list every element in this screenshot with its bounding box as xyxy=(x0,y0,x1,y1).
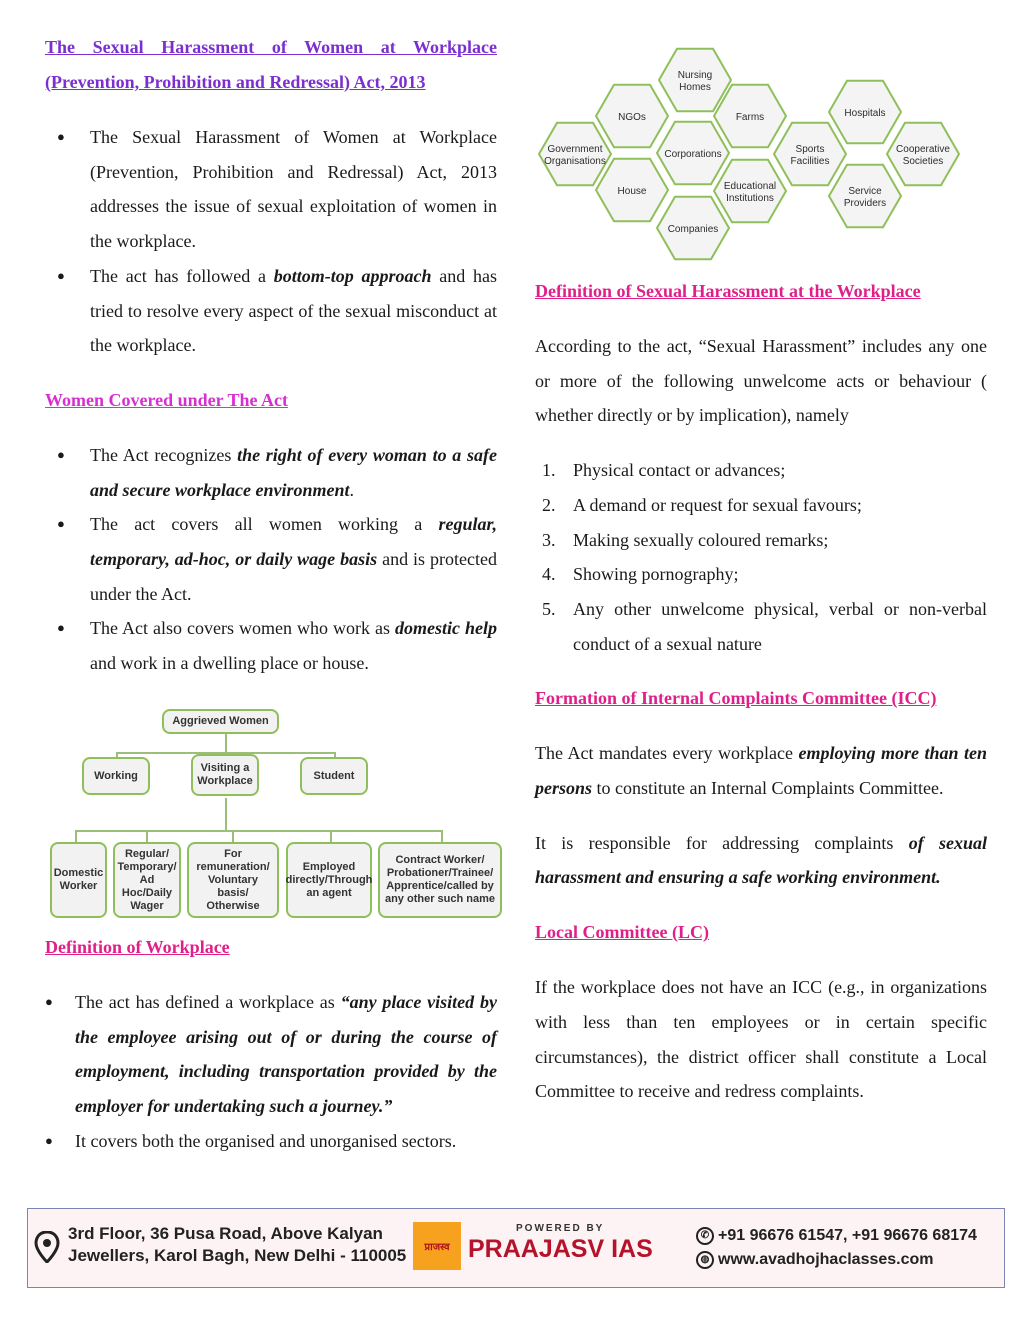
women-bullet-2: ● The act covers all women working a regular, temporary, ad-hoc, or daily wage basis and is protected under the Act. xyxy=(45,507,497,611)
hex-label-educational-institutions: Educational Institutions xyxy=(723,181,777,204)
globe-icon: ◍ xyxy=(696,1251,714,1269)
lc-paragraph: If the workplace does not have an ICC (e.g., in organizations with less than ten employees or in certain specific circumstances), the district officer shall constitute a Local Committee to receive and redress complaints. xyxy=(535,977,987,1102)
chart-level1-working: Working xyxy=(82,757,150,795)
lc-heading: Local Committee (LC) xyxy=(535,922,709,943)
act-item-1: 1. Physical contact or advances; xyxy=(542,460,786,481)
intro-bullets xyxy=(45,120,497,363)
act-item-2: 2. A demand or request for sexual favours; xyxy=(542,494,862,515)
hex-label-ngos: NGOs xyxy=(618,112,646,123)
hex-label-farms: Farms xyxy=(735,112,765,123)
hex-label-nursing-homes: Nursing Homes xyxy=(677,70,713,93)
act-item-5: 5. Any other unwelcome physical, verbal or non-verbal conduct of a sexual nature xyxy=(542,598,987,654)
definition-paragraph: According to the act, “Sexual Harassment” includes any one or more of the following unwelcome acts or behaviour ( whether directly or by implication), namely xyxy=(535,336,987,426)
website-link[interactable]: www.avadhojhaclasses.com xyxy=(718,1251,934,1268)
phone-numbers[interactable]: +91 96676 61547, +91 96676 68174 xyxy=(718,1227,977,1244)
hex-label-service-providers: Service Providers xyxy=(843,186,887,209)
act-title xyxy=(45,30,497,100)
women-bullets xyxy=(45,438,497,681)
powered-by-label: POWERED BY xyxy=(516,1223,605,1234)
icc-paragraph-1: The Act mandates every workplace employing more than ten persons to constitute an Internal Complaints Committee. xyxy=(535,743,987,799)
act-title-line1: The Sexual Harassment of Women at Workplace xyxy=(45,37,497,57)
footer-contact xyxy=(696,1224,977,1272)
chart-level2-employed: Employed directly/Through an agent xyxy=(286,842,372,918)
chart-level2-remuneration: For remuneration/ Voluntary basis/ Otherwise xyxy=(187,842,279,918)
workplace-bullets xyxy=(45,985,497,1159)
hex-label-corporations: Corporations xyxy=(664,149,722,160)
brand-name: PRAAJASV IAS xyxy=(468,1235,653,1263)
act-item-4: 4. Showing pornography; xyxy=(542,564,739,585)
hex-label-companies: Companies xyxy=(667,224,719,235)
workplace-section xyxy=(45,930,497,1159)
hexagon-svg xyxy=(535,40,985,265)
hex-label-sports-facilities: Sports Facilities xyxy=(790,144,830,167)
act-item-3: 3. Making sexually coloured remarks; xyxy=(542,529,829,550)
left-column xyxy=(45,30,497,681)
chart-level1-visiting: Visiting a Workplace xyxy=(191,754,259,796)
footer-address xyxy=(68,1223,428,1267)
hex-label-government-organisations: Government Organisations xyxy=(544,144,606,167)
icc-paragraph-2: It is responsible for addressing complaints of sexual harassment and ensuring a safe working environment. xyxy=(535,832,987,888)
icc-heading: Formation of Internal Complaints Committee (ICC) xyxy=(535,688,937,709)
act-title-line2: (Prevention, Prohibition and Redressal) Act, 2013 xyxy=(45,72,426,92)
location-pin-icon xyxy=(34,1231,60,1263)
intro-bullet-2: ● The act has followed a bottom-top approach and has tried to resolve every aspect of the sexual misconduct at the workplace. xyxy=(45,259,497,363)
hex-label-cooperative-societies: Cooperative Societies xyxy=(896,144,950,167)
workplace-bullet-2: ● It covers both the organised and unorganised sectors. xyxy=(45,1124,497,1159)
chart-level2-domestic: Domestic Worker xyxy=(50,842,107,918)
footer-banner xyxy=(27,1208,1005,1288)
workplace-bullet-1: ● The act has defined a workplace as “any place visited by the employee arising out of or during the course of employment, including transportation provided by the employer for undertaking such a journey.” xyxy=(45,985,497,1124)
phone-row xyxy=(696,1224,977,1248)
chart-level1-student: Student xyxy=(300,757,368,795)
women-bullet-1: ● The Act recognizes the right of every woman to a safe and secure workplace environment. xyxy=(45,438,497,507)
address-line-2: Jewellers, Karol Bagh, New Delhi - 110005 xyxy=(68,1246,407,1265)
acts-list xyxy=(535,453,987,661)
intro-bullet-1: ● The Sexual Harassment of Women at Workplace (Prevention, Prohibition and Redressal) Act, 2013 addresses the issue of sexual exploitation of women in the workplace. xyxy=(45,120,497,259)
aggrieved-women-chart xyxy=(50,705,502,920)
chart-root: Aggrieved Women xyxy=(162,709,279,734)
definition-heading: Definition of Sexual Harassment at the Workplace xyxy=(535,281,921,301)
workplace-types-hexagon-graphic xyxy=(535,40,985,265)
address-line-1: 3rd Floor, 36 Pusa Road, Above Kalyan xyxy=(68,1224,383,1243)
workplace-heading: Definition of Workplace xyxy=(45,937,230,957)
brand-logo: प्राजस्व xyxy=(413,1222,461,1270)
website-row xyxy=(696,1248,977,1272)
hex-label-house: House xyxy=(617,186,647,197)
women-covered-heading: Women Covered under The Act xyxy=(45,389,289,410)
chart-level2-contract: Contract Worker/ Probationer/Trainee/ Apprentice/called by any other such name xyxy=(378,842,502,918)
phone-icon: ✆ xyxy=(696,1227,714,1245)
women-bullet-3: ● The Act also covers women who work as domestic help and work in a dwelling place or house. xyxy=(45,611,497,680)
hex-label-hospitals: Hospitals xyxy=(844,108,886,119)
right-column xyxy=(535,274,987,1109)
chart-level2-regular: Regular/ Temporary/ Ad Hoc/Daily Wager xyxy=(113,842,181,918)
